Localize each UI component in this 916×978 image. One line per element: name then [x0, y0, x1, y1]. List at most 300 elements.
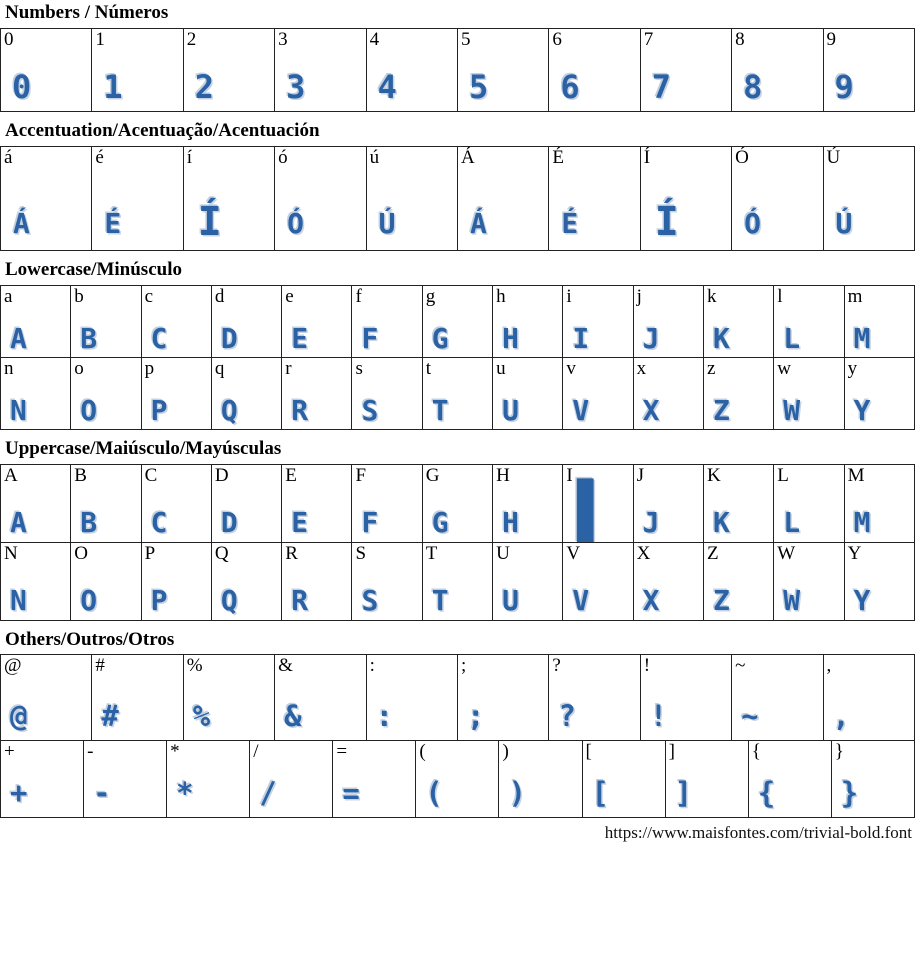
- glyph-cell: [493, 542, 563, 620]
- reference-char: ó: [278, 146, 288, 168]
- reference-char: T: [425, 542, 438, 564]
- reference-char: w: [777, 357, 791, 379]
- glyph-cell: [774, 357, 844, 429]
- glyph-cell: [92, 28, 183, 111]
- reference-char: @: [4, 655, 22, 677]
- glyph-cell: [844, 542, 914, 620]
- styled-glyph: D: [220, 321, 238, 355]
- reference-char: É: [552, 146, 564, 168]
- glyph-cell: [633, 542, 703, 620]
- glyph-cell: [493, 357, 563, 429]
- styled-glyph: 7: [651, 67, 671, 106]
- styled-glyph: *: [176, 776, 194, 811]
- styled-glyph: I: [572, 321, 590, 355]
- reference-char: :: [369, 655, 375, 677]
- reference-char: %: [186, 655, 203, 677]
- styled-glyph: ;: [466, 699, 485, 734]
- reference-char: ): [502, 741, 509, 763]
- reference-char: O: [74, 542, 89, 564]
- glyph-cell: [457, 28, 548, 111]
- styled-glyph: X: [642, 583, 660, 617]
- reference-char: r: [285, 357, 292, 379]
- table-row: [1, 655, 915, 741]
- reference-char: Q: [214, 542, 229, 564]
- font-specimen-page: [0, 3, 916, 843]
- styled-glyph: G: [431, 505, 449, 539]
- reference-char: o: [74, 357, 84, 379]
- glyph-cell: [703, 464, 773, 542]
- styled-glyph: ?: [558, 699, 576, 734]
- styled-glyph: J: [642, 505, 660, 539]
- styled-glyph: Á: [13, 206, 30, 240]
- styled-glyph: C: [150, 321, 168, 355]
- reference-char: E: [285, 464, 297, 486]
- styled-glyph: P: [150, 583, 168, 617]
- reference-char: /: [253, 741, 259, 763]
- glyph-cell: [640, 146, 731, 250]
- glyph-cell: [416, 741, 499, 818]
- glyph-cell: [71, 357, 141, 429]
- section-title-numbers: Numbers / Números: [5, 2, 169, 23]
- reference-char: ~: [735, 655, 746, 677]
- reference-char: 9: [826, 28, 837, 50]
- reference-char: {: [751, 741, 761, 763]
- styled-glyph: ,: [832, 699, 850, 734]
- glyph-cell: [640, 28, 731, 111]
- styled-glyph: #: [101, 699, 119, 734]
- styled-glyph: 4: [377, 67, 397, 106]
- reference-char: l: [777, 285, 783, 307]
- reference-char: ú: [369, 146, 380, 168]
- styled-glyph: Y: [853, 583, 871, 617]
- reference-char: H: [496, 464, 510, 486]
- styled-glyph: S: [361, 583, 379, 617]
- glyph-cell: [732, 146, 823, 250]
- styled-glyph: O: [80, 583, 98, 617]
- glyph-cell: [422, 464, 492, 542]
- section-title-lowercase: Lowercase/Minúsculo: [5, 258, 182, 280]
- reference-char: i: [566, 285, 572, 307]
- glyph-cell: [563, 285, 633, 357]
- reference-char: +: [4, 741, 15, 763]
- glyph-cell: [282, 464, 352, 542]
- glyph-cell: [774, 285, 844, 357]
- styled-glyph: H: [502, 505, 519, 539]
- reference-char: h: [496, 285, 506, 307]
- styled-glyph: ~: [741, 699, 759, 734]
- reference-char: W: [777, 542, 796, 564]
- glyph-cell: [352, 285, 422, 357]
- glyph-cell: [211, 357, 281, 429]
- reference-char: 4: [369, 28, 380, 50]
- reference-char: 3: [278, 28, 288, 50]
- styled-glyph: G: [431, 321, 449, 355]
- styled-glyph: C: [150, 505, 168, 539]
- styled-glyph: R: [291, 393, 309, 427]
- section-numbers: [0, 28, 916, 112]
- styled-glyph: -: [93, 776, 111, 811]
- reference-char: U: [496, 542, 510, 564]
- glyph-cell: [183, 146, 274, 250]
- reference-char: L: [777, 464, 789, 486]
- styled-glyph: Ó: [744, 206, 761, 240]
- reference-char: &: [278, 655, 293, 677]
- styled-glyph: F: [361, 321, 379, 355]
- styled-glyph: &: [284, 699, 302, 734]
- table-row: [1, 146, 915, 250]
- reference-char: #: [95, 655, 105, 677]
- source-url: https://www.maisfontes.com/trivial-bold.font: [604, 823, 912, 843]
- styled-glyph: Á: [469, 206, 487, 240]
- reference-char: Ó: [735, 146, 749, 168]
- table-row: [1, 542, 915, 620]
- glyph-cell: [141, 542, 211, 620]
- reference-char: F: [355, 464, 367, 486]
- glyph-cell: [823, 28, 914, 111]
- glyph-cell: [71, 464, 141, 542]
- section-title-others: Others/Outros/Otros: [5, 628, 175, 650]
- styled-glyph: F: [361, 505, 379, 539]
- glyph-cell: [493, 464, 563, 542]
- glyph-cell: [844, 357, 914, 429]
- glyph-table: [0, 542, 915, 621]
- glyph-cell: [1, 146, 92, 250]
- styled-glyph: V: [572, 393, 590, 427]
- glyph-cell: [549, 146, 640, 250]
- styled-glyph: @: [10, 699, 28, 734]
- reference-char: I: [566, 464, 573, 486]
- glyph-table: [0, 146, 915, 251]
- styled-glyph: U: [502, 583, 519, 617]
- glyph-cell: [703, 285, 773, 357]
- glyph-cell: [422, 357, 492, 429]
- table-row: [1, 285, 915, 357]
- reference-char: 6: [552, 28, 562, 50]
- styled-glyph: T: [431, 393, 449, 427]
- reference-char: n: [4, 357, 14, 379]
- styled-glyph: =: [342, 776, 360, 811]
- reference-char: t: [425, 357, 432, 379]
- styled-glyph: 3: [286, 67, 306, 106]
- reference-char: q: [214, 357, 225, 379]
- reference-char: Í: [643, 146, 651, 168]
- glyph-table: [0, 28, 915, 112]
- section-title-uppercase: Uppercase/Maiúsculo/Mayúsculas: [5, 437, 282, 459]
- glyph-cell: [141, 357, 211, 429]
- glyph-cell: [183, 655, 274, 741]
- glyph-cell: [457, 655, 548, 741]
- glyph-cell: [71, 542, 141, 620]
- styled-glyph: R: [291, 583, 309, 617]
- styled-glyph: T: [431, 583, 449, 617]
- reference-char: 5: [460, 28, 471, 50]
- styled-glyph: 2: [194, 67, 215, 106]
- reference-char: ;: [460, 655, 467, 677]
- glyph-cell: [211, 542, 281, 620]
- glyph-cell: [748, 741, 831, 818]
- glyph-table: [0, 285, 915, 358]
- styled-glyph: 5: [468, 67, 489, 106]
- reference-char: ?: [552, 655, 561, 677]
- reference-char: p: [144, 357, 155, 379]
- glyph-cell: [1, 28, 92, 111]
- glyph-cell: [774, 542, 844, 620]
- styled-glyph: A: [10, 321, 27, 355]
- glyph-cell: [1, 464, 71, 542]
- glyph-cell: [366, 655, 457, 741]
- glyph-cell: [92, 146, 183, 250]
- styled-glyph: 8: [743, 67, 763, 106]
- reference-char: í: [186, 146, 193, 168]
- styled-glyph: E: [291, 321, 309, 355]
- styled-glyph: M: [853, 505, 871, 539]
- styled-glyph: D: [220, 505, 238, 539]
- reference-char: a: [4, 285, 13, 307]
- glyph-cell: [823, 146, 914, 250]
- styled-glyph: Y: [853, 393, 871, 427]
- glyph-cell: [732, 28, 823, 111]
- glyph-cell: [1, 655, 92, 741]
- table-row: [1, 28, 915, 111]
- reference-char: u: [496, 357, 506, 379]
- styled-glyph: Ó: [287, 206, 305, 240]
- reference-char: 8: [735, 28, 745, 50]
- styled-glyph: H: [502, 321, 519, 355]
- glyph-cell: [250, 741, 333, 818]
- glyph-cell: [352, 357, 422, 429]
- styled-glyph: W: [783, 393, 801, 427]
- styled-glyph: {: [757, 776, 776, 811]
- styled-glyph: K: [712, 321, 730, 355]
- glyph-cell: [1, 542, 71, 620]
- section-accentuation: [0, 146, 916, 251]
- styled-glyph: !: [649, 699, 668, 734]
- glyph-cell: [732, 655, 823, 741]
- glyph-cell: [665, 741, 748, 818]
- glyph-cell: [563, 464, 633, 542]
- styled-glyph: Ú: [378, 206, 396, 240]
- glyph-cell: [831, 741, 914, 818]
- glyph-cell: [823, 655, 914, 741]
- reference-char: e: [285, 285, 294, 307]
- reference-char: K: [706, 464, 721, 486]
- glyph-cell: [549, 655, 640, 741]
- reference-char: ,: [826, 655, 832, 677]
- reference-char: 1: [95, 28, 105, 50]
- glyph-cell: [1, 357, 71, 429]
- glyph-cell: [141, 464, 211, 542]
- reference-char: N: [4, 542, 18, 564]
- styled-glyph: Z: [712, 393, 730, 427]
- styled-glyph: N: [10, 583, 27, 617]
- glyph-cell: [1, 741, 84, 818]
- styled-glyph: ▌: [577, 478, 610, 542]
- table-row: [1, 741, 915, 818]
- glyph-table: [0, 740, 915, 818]
- styled-glyph: Q: [220, 393, 238, 427]
- reference-char: f: [355, 285, 362, 307]
- styled-glyph: Z: [712, 583, 730, 617]
- table-row: [1, 464, 915, 542]
- section-uppercase: [0, 464, 916, 621]
- styled-glyph: [: [591, 776, 610, 811]
- styled-glyph: L: [783, 321, 801, 355]
- styled-glyph: O: [80, 393, 98, 427]
- reference-char: c: [144, 285, 154, 307]
- glyph-cell: [141, 285, 211, 357]
- reference-char: -: [87, 741, 94, 763]
- reference-char: v: [566, 357, 576, 379]
- reference-char: m: [847, 285, 863, 307]
- styled-glyph: (: [425, 776, 443, 811]
- glyph-cell: [703, 357, 773, 429]
- glyph-cell: [493, 285, 563, 357]
- glyph-cell: [282, 542, 352, 620]
- section-lowercase: [0, 285, 916, 430]
- glyph-cell: [366, 146, 457, 250]
- styled-glyph: X: [642, 393, 660, 427]
- styled-glyph: }: [840, 776, 859, 811]
- glyph-cell: [211, 464, 281, 542]
- reference-char: J: [636, 464, 645, 486]
- glyph-cell: [71, 285, 141, 357]
- glyph-cell: [275, 28, 366, 111]
- glyph-cell: [633, 464, 703, 542]
- reference-char: D: [214, 464, 229, 486]
- styled-glyph: M: [853, 321, 871, 355]
- styled-glyph: S: [361, 393, 379, 427]
- reference-char: !: [643, 655, 651, 677]
- table-row: [1, 357, 915, 429]
- reference-char: P: [144, 542, 156, 564]
- glyph-cell: [352, 464, 422, 542]
- styled-glyph: 6: [560, 67, 580, 106]
- glyph-cell: [92, 655, 183, 741]
- reference-char: V: [566, 542, 581, 564]
- styled-glyph: 0: [12, 67, 32, 106]
- styled-glyph: L: [783, 505, 801, 539]
- glyph-cell: [563, 542, 633, 620]
- reference-char: k: [706, 285, 717, 307]
- glyph-cell: [333, 741, 416, 818]
- styled-glyph: Q: [220, 583, 238, 617]
- reference-char: 0: [4, 28, 14, 50]
- styled-glyph: A: [10, 505, 27, 539]
- glyph-cell: [774, 464, 844, 542]
- reference-char: G: [425, 464, 440, 486]
- styled-glyph: J: [642, 321, 660, 355]
- glyph-cell: [582, 741, 665, 818]
- glyph-cell: [633, 357, 703, 429]
- reference-char: Y: [847, 542, 862, 564]
- reference-char: g: [425, 285, 436, 307]
- specimen-sections: [0, 3, 916, 818]
- glyph-cell: [499, 741, 582, 818]
- styled-glyph: E: [291, 505, 309, 539]
- glyph-cell: [275, 655, 366, 741]
- styled-glyph: 1: [103, 67, 123, 106]
- reference-char: ]: [668, 741, 675, 763]
- glyph-cell: [563, 357, 633, 429]
- glyph-cell: [844, 464, 914, 542]
- reference-char: =: [336, 741, 348, 763]
- reference-char: á: [4, 146, 13, 168]
- styled-glyph: :: [375, 699, 394, 734]
- reference-char: A: [4, 464, 18, 486]
- reference-char: Z: [706, 542, 719, 564]
- glyph-cell: [167, 741, 250, 818]
- glyph-table: [0, 357, 915, 430]
- glyph-cell: [422, 542, 492, 620]
- styled-glyph: U: [502, 393, 519, 427]
- styled-glyph: Í: [654, 198, 679, 245]
- glyph-cell: [640, 655, 731, 741]
- styled-glyph: ]: [674, 776, 693, 811]
- styled-glyph: 9: [834, 67, 854, 106]
- reference-char: é: [95, 146, 104, 168]
- reference-char: d: [214, 285, 225, 307]
- glyph-cell: [422, 285, 492, 357]
- styled-glyph: %: [192, 699, 211, 734]
- reference-char: x: [636, 357, 647, 379]
- section-others: [0, 654, 916, 818]
- glyph-cell: [457, 146, 548, 250]
- styled-glyph: É: [104, 206, 122, 240]
- styled-glyph: É: [561, 206, 579, 240]
- reference-char: B: [74, 464, 87, 486]
- glyph-table: [0, 464, 915, 543]
- styled-glyph: +: [10, 776, 28, 811]
- glyph-cell: [84, 741, 167, 818]
- glyph-table: [0, 654, 915, 741]
- reference-char: C: [144, 464, 158, 486]
- glyph-cell: [1, 285, 71, 357]
- styled-glyph: Ú: [835, 206, 853, 240]
- styled-glyph: /: [259, 776, 277, 811]
- section-title-accentuation: Accentuation/Acentuação/Acentuación: [5, 119, 320, 141]
- glyph-cell: [275, 146, 366, 250]
- reference-char: M: [847, 464, 865, 486]
- reference-char: Ú: [826, 146, 841, 168]
- glyph-cell: [282, 357, 352, 429]
- reference-char: z: [706, 357, 716, 379]
- reference-char: }: [834, 741, 844, 763]
- reference-char: S: [355, 542, 367, 564]
- glyph-cell: [352, 542, 422, 620]
- reference-char: *: [170, 741, 180, 763]
- glyph-cell: [703, 542, 773, 620]
- styled-glyph: ): [508, 776, 526, 811]
- reference-char: 7: [643, 28, 654, 50]
- styled-glyph: P: [150, 393, 168, 427]
- styled-glyph: N: [10, 393, 27, 427]
- reference-char: b: [74, 285, 84, 307]
- styled-glyph: B: [80, 505, 98, 539]
- reference-char: [: [585, 741, 592, 763]
- reference-char: j: [636, 285, 642, 307]
- reference-char: Á: [460, 146, 475, 168]
- glyph-cell: [844, 285, 914, 357]
- glyph-cell: [366, 28, 457, 111]
- glyph-cell: [211, 285, 281, 357]
- glyph-cell: [633, 285, 703, 357]
- glyph-cell: [282, 285, 352, 357]
- reference-char: R: [285, 542, 298, 564]
- reference-char: (: [419, 741, 426, 763]
- styled-glyph: Í: [197, 198, 222, 245]
- reference-char: y: [847, 357, 858, 379]
- glyph-cell: [183, 28, 274, 111]
